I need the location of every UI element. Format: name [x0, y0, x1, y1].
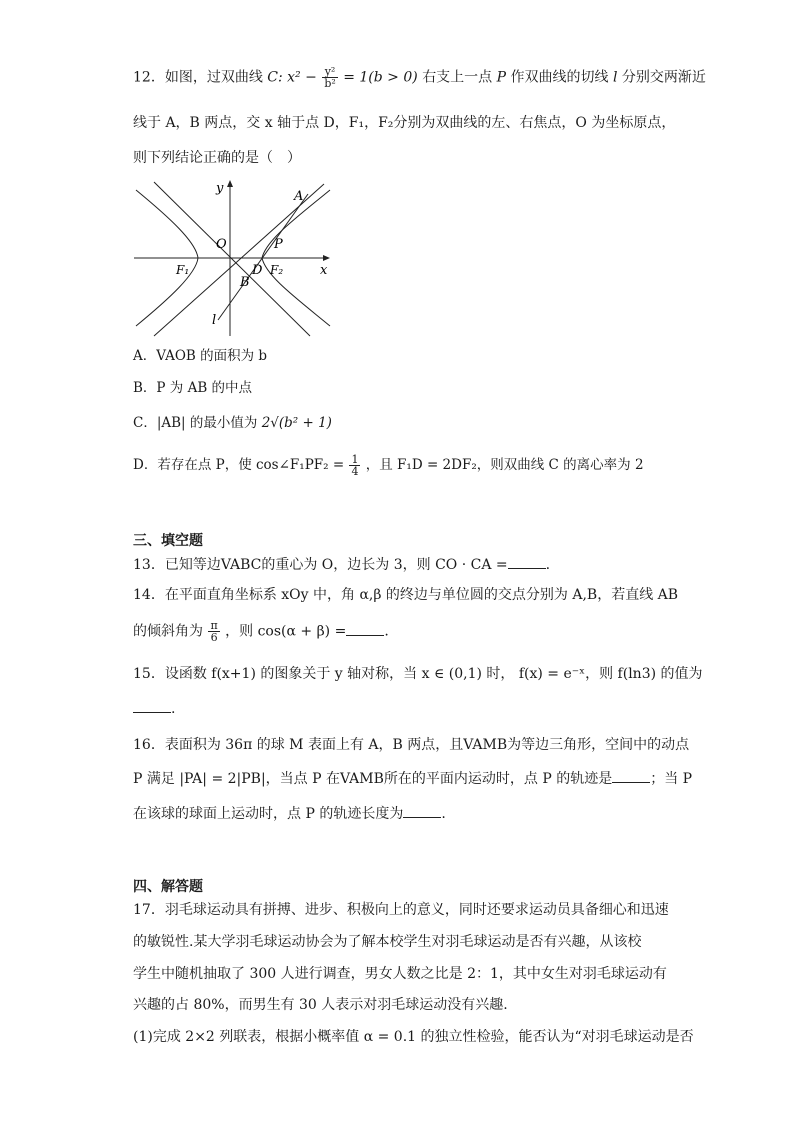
label-f2: F₂ [270, 263, 284, 277]
q12-line3: 则下列结论正确的是（ ） [133, 150, 301, 166]
line-l: l [612, 69, 618, 86]
hyperbola-fraction [322, 66, 337, 89]
q13 [133, 554, 550, 575]
q16-period: . [441, 806, 446, 822]
point-p: P [496, 69, 507, 86]
option-c-text: C．|AB| 的最小值为 [133, 415, 262, 431]
q16-line2 [133, 768, 692, 789]
q12-text-b: 右支上一点 [422, 69, 493, 86]
label-a: A [294, 189, 304, 204]
label-o: O [216, 237, 227, 252]
hyperbola-formula-right: = 1(b > 0) [343, 69, 418, 86]
fraction-denominator: 4 [351, 465, 359, 478]
q17-line2: 的敏锐性.某大学羽毛球运动协会为了解本校学生对羽毛球运动是否有兴趣，从该校 [133, 934, 642, 950]
label-f1: F₁ [176, 263, 190, 277]
q16-blank-1[interactable] [612, 768, 650, 783]
q14-text-mid: ，则 cos(α + β) = [225, 623, 347, 640]
x-axis-arrow-icon [323, 255, 330, 261]
fraction-numerator: 1 [351, 453, 359, 466]
label-x: x [320, 263, 328, 278]
q17-line3: 学生中随机抽取了 300 人进行调查，男女人数之比是 2：1，其中女生对羽毛球运动有 [133, 966, 667, 982]
fraction-denominator: 6 [210, 631, 218, 644]
q17-line4: 兴趣的占 80%，而男生有 30 人表示对羽毛球运动没有兴趣. [133, 997, 508, 1013]
q14-line1: 14．在平面直角坐标系 xOy 中，角 α,β 的终边与单位圆的交点分别为 A,B，若直线 AB [133, 587, 679, 603]
hyperbola-figure [130, 178, 340, 338]
section-answer-title: 四、解答题 [133, 879, 203, 895]
option-c-formula: 2√(b² + 1) [261, 415, 332, 431]
option-d-fraction [349, 454, 360, 477]
q16-text: P 满足 |PA| = 2|PB|，当点 P 在VAMB所在的平面内运动时，点 P 的轨迹是 [133, 771, 613, 787]
q16-line3 [133, 803, 446, 824]
label-y: y [216, 181, 224, 196]
q13-blank[interactable] [508, 554, 546, 569]
option-a: A．VAOB 的面积为 b [133, 348, 268, 364]
section-fill-blank-title: 三、填空题 [133, 533, 203, 549]
q12-line1 [133, 66, 706, 89]
q17-line5: (1)完成 2×2 列联表，根据小概率值 α = 0.1 的独立性检验，能否认为“对羽毛球运动是否 [133, 1029, 694, 1045]
q14-text: 的倾斜角为 [133, 623, 203, 640]
q13-period: . [545, 557, 551, 573]
label-b: B [240, 275, 250, 290]
q15-period: . [171, 701, 176, 717]
q16-text-3: 在该球的球面上运动时，点 P 的轨迹长度为 [133, 806, 404, 822]
q17-line1: 17．羽毛球运动具有拼搏、进步、积极向上的意义，同时还要求运动员具备细心和迅速 [133, 902, 669, 918]
q13-text: 13．已知等边VABC的重心为 O，边长为 3，则 CO · CA = [133, 557, 508, 573]
y-axis-arrow-icon [227, 180, 233, 187]
fraction-numerator: y² [322, 66, 337, 78]
option-d [133, 454, 644, 477]
q14-line2 [133, 620, 389, 643]
option-b: B．P 为 AB 的中点 [133, 380, 253, 396]
q14-period: . [384, 623, 389, 640]
option-c [133, 413, 332, 433]
q12-line2: 线于 A，B 两点，交 x 轴于点 D，F₁，F₂分别为双曲线的左、右焦点，O 为坐标原点， [133, 115, 676, 131]
q12-intro-text: 12．如图，过双曲线 [133, 69, 263, 86]
q16-blank-2[interactable] [403, 803, 441, 818]
fraction-denominator: b² [324, 77, 336, 90]
hyperbola-formula-left: C: x² − [267, 69, 317, 86]
label-p: P [274, 237, 283, 252]
q16-line1: 16．表面积为 36π 的球 M 表面上有 A，B 两点，且VAMB为等边三角形，空间中的动点 [133, 737, 690, 753]
q15-blank[interactable] [133, 698, 171, 713]
q14-fraction [208, 620, 219, 643]
q16-text-end: ；当 P [650, 771, 693, 787]
option-d-text: D．若存在点 P，使 cos∠F₁PF₂ = [133, 457, 345, 473]
q15-line2 [133, 698, 175, 719]
label-d: D [252, 263, 263, 278]
option-d-text-end: ，且 F₁D = 2DF₂，则双曲线 C 的离心率为 2 [365, 457, 644, 473]
fraction-numerator: π [210, 619, 218, 632]
asymptote-1 [154, 182, 310, 336]
q12-text-c: 作双曲线的切线 [510, 69, 609, 86]
q12-text-d: 分别交两渐近 [621, 69, 706, 86]
tangent-line-l [218, 194, 308, 320]
label-l: l [212, 313, 217, 328]
q15-line1: 15．设函数 f(x+1) 的图象关于 y 轴对称，当 x ∈ (0,1) 时， f(x) = e⁻ˣ，则 f(ln3) 的值为 [133, 666, 703, 682]
q14-blank[interactable] [346, 621, 384, 636]
